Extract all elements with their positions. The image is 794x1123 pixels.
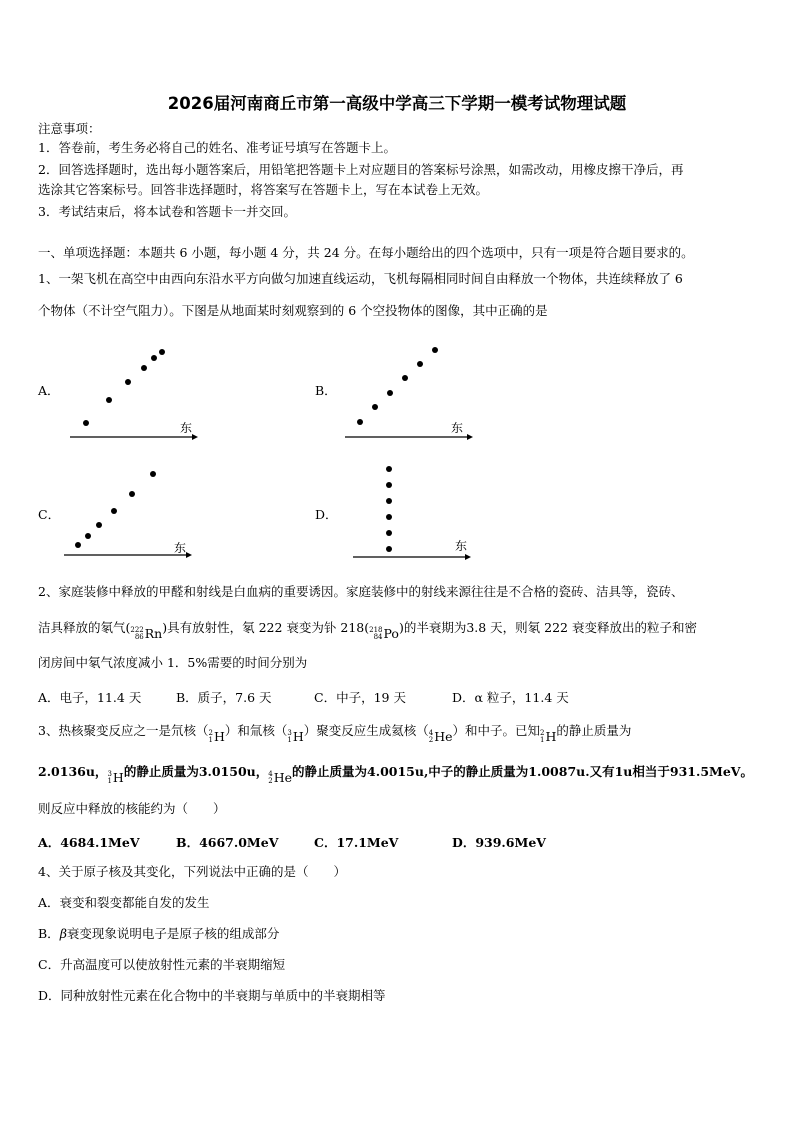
drop-point	[386, 530, 392, 536]
drop-point	[106, 397, 112, 403]
drop-point	[129, 491, 135, 497]
q4-option-a: A．衰变和裂变都能自发的发生	[38, 895, 210, 910]
drop-point	[83, 420, 89, 426]
drop-point	[111, 508, 117, 514]
deuterium-nuclide: 2 1 H	[540, 729, 557, 744]
drop-point	[150, 471, 156, 477]
drop-point	[96, 522, 102, 528]
drop-point	[141, 365, 147, 371]
drop-point	[151, 355, 157, 361]
q2-stem-line1: 2、家庭装修中释放的甲醛和射线是白血病的重要诱因。家庭装修中的射线来源往往是不合格的瓷砖、洁具等，瓷砖、	[38, 584, 684, 599]
section-heading: 一、单项选择题：本题共 6 小题，每小题 4 分，共 24 分。在每小题给出的四个选项中，只有一项是符合题目要求的。	[38, 245, 694, 260]
q3-stem-line1: 3、热核聚变反应之一是氘核（ 2 1 H ）和氚核（ 3 1 H ）聚变反应生成氦核（ 4 2 He ）和中子。已知 2 1 H 的静止质量为	[38, 723, 632, 744]
q2-option-c: C．中子，19 天	[314, 690, 406, 705]
q2-option-d: D．α 粒子，11.4 天	[452, 690, 569, 705]
notice-item-2: 2．回答选择题时，选出每小题答案后，用铅笔把答题卡上对应题目的答案标号涂黑，如需改动，用橡皮擦干净后，再	[38, 162, 684, 177]
q3-stem-line3: 则反应中释放的核能约为（ ）	[38, 801, 226, 816]
q2-stem-line3: 闭房间中氡气浓度减小 1．5%需要的时间分别为	[38, 655, 308, 670]
q1-figure-b	[335, 340, 475, 445]
drop-point	[372, 404, 378, 410]
drop-point	[432, 347, 438, 353]
east-label: 东	[174, 541, 187, 555]
q1-stem-line2: 个物体（不计空气阻力）。下图是从地面某时刻观察到的 6 个空投物体的图像，其中正确的是	[38, 303, 548, 318]
q4-option-d: D．同种放射性元素在化合物中的半衰期与单质中的半衰期相等	[38, 988, 386, 1003]
q3-option-c: C．17.1MeV	[314, 835, 399, 850]
drop-point	[417, 361, 423, 367]
tritium-nuclide: 3 1 H	[107, 770, 124, 785]
q2-option-a: A．电子，11.4 天	[38, 690, 142, 705]
east-label: 东	[180, 421, 193, 435]
q2-option-b: B．质子，7.6 天	[176, 690, 272, 705]
q1-figure-d	[345, 462, 485, 567]
q1-figure-d-label: D．	[315, 507, 338, 522]
notice-heading: 注意事项：	[38, 121, 101, 136]
drop-point	[386, 498, 392, 504]
notice-item-3: 3．考试结束后，将本试卷和答题卡一并交回。	[38, 204, 296, 219]
q3-stem-line2: 2.0136u， 3 1 H 的静止质量为3.0150u， 4 2 He 的静止质量为4.0015u,中子的静止质量为1.0087u.又有1u相当于931.5MeV。	[38, 764, 754, 785]
q1-figure-a-label: A．	[38, 383, 60, 398]
east-label: 东	[451, 421, 464, 435]
helium-nuclide: 4 2 He	[428, 729, 453, 744]
drop-point	[75, 542, 81, 548]
drop-point	[125, 379, 131, 385]
q4-option-c: C．升高温度可以使放射性元素的半衰期缩短	[38, 957, 286, 972]
polonium-nuclide: 218 84 Po	[369, 626, 399, 641]
drop-point	[387, 390, 393, 396]
helium-nuclide: 4 2 He	[268, 770, 293, 785]
drop-point	[85, 533, 91, 539]
drop-point	[386, 514, 392, 520]
q4-stem: 4、关于原子核及其变化，下列说法中正确的是（ ）	[38, 864, 346, 879]
drop-point	[386, 546, 392, 552]
q3-option-d: D．939.6MeV	[452, 835, 546, 850]
radon-nuclide: 222 86 Rn	[130, 626, 163, 641]
page-title: 2026届河南商丘市第一高级中学高三下学期一模考试物理试题	[167, 94, 627, 113]
east-label: 东	[455, 539, 468, 553]
q3-option-a: A．4684.1MeV	[38, 835, 140, 850]
q3-option-b: B．4667.0MeV	[176, 835, 279, 850]
q1-figure-b-label: B．	[315, 383, 337, 398]
notice-item-2-cont: 选涂其它答案标号。回答非选择题时，将答案写在答题卡上，写在本试卷上无效。	[38, 182, 489, 197]
drop-point	[386, 466, 392, 472]
tritium-nuclide: 3 1 H	[287, 729, 304, 744]
drop-point	[402, 375, 408, 381]
q1-figure-c-label: C．	[38, 507, 61, 522]
q1-stem-line1: 1、一架飞机在高空中由西向东沿水平方向做匀加速直线运动，飞机每隔相同时间自由释放一个物体，共连续释放了 6	[38, 271, 683, 286]
drop-point	[386, 482, 392, 488]
q1-figure-a	[60, 340, 200, 445]
deuterium-nuclide: 2 1 H	[208, 729, 225, 744]
drop-point	[159, 349, 165, 355]
q2-stem-line2: 洁具释放的氡气( 222 86 Rn )具有放射性，氡 222 衰变为钋 218( 218 84 Po )的半衰期为3.8 天，则氡 222 衰变释放出的粒子和密	[38, 620, 697, 641]
q1-figure-c	[58, 462, 198, 567]
drop-point	[357, 419, 363, 425]
notice-item-1: 1．答卷前，考生务必将自己的姓名、准考证号填写在答题卡上。	[38, 140, 396, 155]
q4-option-b: B．β衰变现象说明电子是原子核的组成部分	[38, 926, 280, 941]
